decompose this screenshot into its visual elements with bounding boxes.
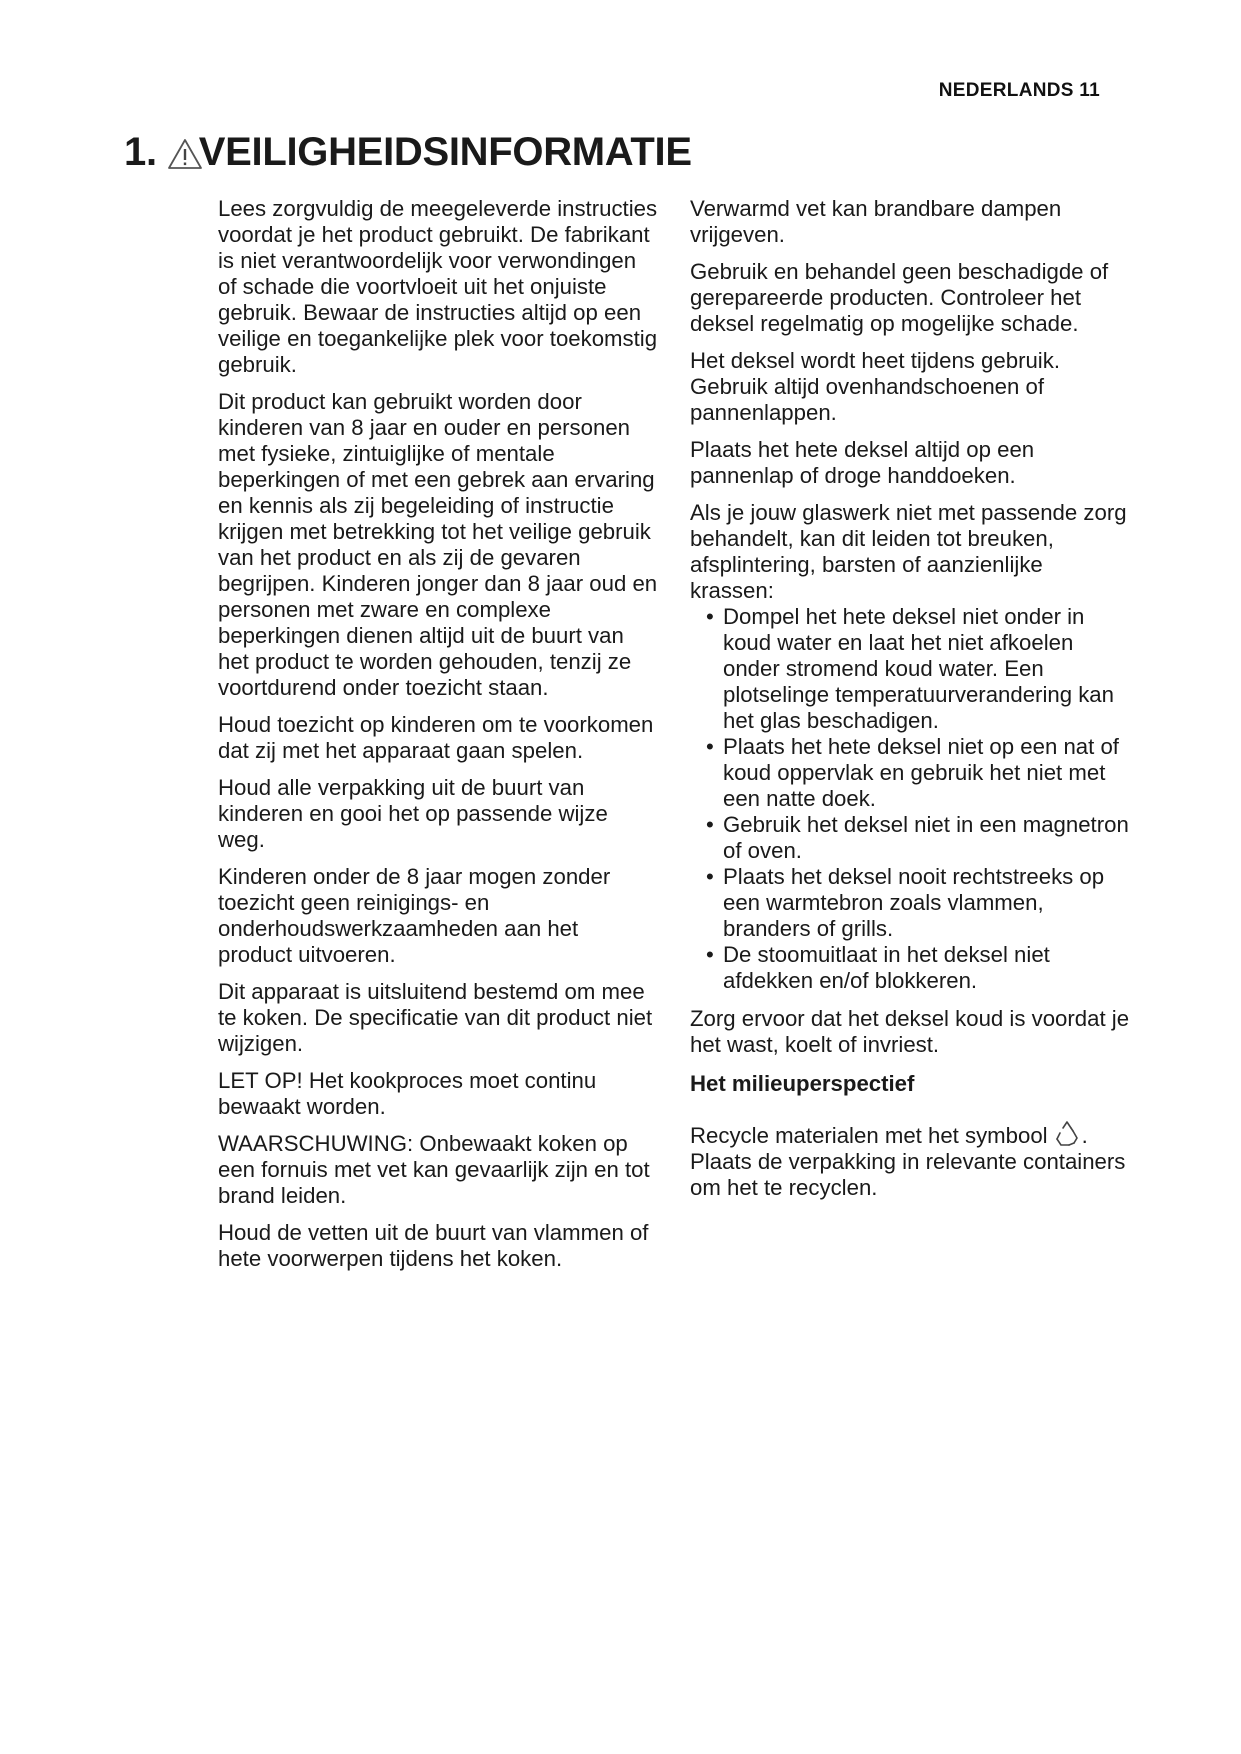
paragraph-recycle	[690, 1119, 1130, 1149]
section-title	[124, 130, 692, 175]
paragraph-heated-fat: Verwarmd vet kan brandbare dampen vrijgeven.	[690, 196, 1062, 247]
paragraph-warning: WAARSCHUWING: Onbewaakt koken op een fornuis met vet kan gevaarlijk zijn en tot brand leiden.	[218, 1131, 650, 1208]
paragraph-cleaning-children: Kinderen onder de 8 jaar mogen zonder toezicht geen reinigings- en onderhoudswerkzaamheden aan het product uitvoeren.	[218, 864, 611, 967]
right-column	[690, 196, 1130, 1212]
paragraph-damaged-products: Gebruik en behandel geen beschadigde of gerepareerde producten. Controleer het deksel regelmatig op mogelijke schade.	[690, 259, 1109, 336]
section-number: 1.	[124, 130, 157, 174]
paragraph-instructions: Lees zorgvuldig de meegeleverde instructies voordat je het product gebruikt. De fabrikant is niet verantwoordelijk voor verwondingen of schade die voortvloeit uit het onjuiste gebruik. Bewaar de instructies altijd op een veilige en toegankelijke plek voor toekomstig gebruik.	[218, 196, 658, 377]
recycle-icon	[1052, 1119, 1082, 1149]
left-column	[218, 196, 658, 1283]
paragraph-packaging-recycle: Plaats de verpakking in relevante containers om het te recyclen.	[690, 1149, 1126, 1200]
glass-care-list	[690, 604, 1130, 994]
paragraph-supervise-children: Houd toezicht op kinderen om te voorkomen dat zij met het apparaat gaan spelen.	[218, 712, 654, 763]
paragraph-packaging-away: Houd alle verpakking uit de buurt van kinderen en gooi het op passende wijze weg.	[218, 775, 608, 852]
page-header: NEDERLANDS 11	[938, 80, 1100, 101]
warning-triangle-icon	[167, 138, 203, 170]
environment-heading: Het milieuperspectief	[690, 1071, 915, 1096]
paragraph-children-usage: Dit product kan gebruikt worden door kinderen van 8 jaar en ouder en personen met fysieke, zintuiglijke of mentale beperkingen of met een gebrek aan ervaring en kennis als zij begeleiding of instructie krijgen met betrekking tot het veilige gebruik van het product en als zij de gevaren begrijpen. Kinderen jonger dan 8 jaar oud en personen met zware en complexe beperkingen dienen altijd uit de buurt van het product te worden gehouden, tenzij ze voortdurend onder toezicht staan.	[218, 389, 658, 700]
list-item: • Plaats het deksel nooit rechtstreeks op een warmtebron zoals vlammen, branders of grills.	[690, 864, 1130, 942]
paragraph-intended-use: Dit apparaat is uitsluitend bestemd om mee te koken. De specificatie van dit product niet wijzigen.	[218, 979, 653, 1056]
paragraph-cool-note: Zorg ervoor dat het deksel koud is voordat je het wast, koelt of invriest.	[690, 1006, 1130, 1057]
section-title-text: VEILIGHEIDSINFORMATIE	[198, 130, 692, 174]
recycle-text-end: .	[1081, 1123, 1088, 1148]
recycle-text: Recycle materialen met het symbool	[690, 1123, 1048, 1148]
paragraph-place-lid: Plaats het hete deksel altijd op een pannenlap of droge handdoeken.	[690, 437, 1035, 488]
list-item: • De stoomuitlaat in het deksel niet afdekken en/of blokkeren.	[690, 942, 1130, 994]
paragraph-glass-intro: Als je jouw glaswerk niet met passende zorg behandelt, kan dit leiden tot breuken, afsplintering, barsten of aanzienlijke krassen:	[690, 500, 1127, 603]
paragraph-attention: LET OP! Het kookproces moet continu bewaakt worden.	[218, 1068, 597, 1119]
paragraph-fats-away: Houd de vetten uit de buurt van vlammen of hete voorwerpen tijdens het koken.	[218, 1220, 649, 1271]
list-item: • Dompel het hete deksel niet onder in koud water en laat het niet afkoelen onder stromend koud water. Een plotselinge temperatuurverandering kan het glas beschadigen.	[690, 604, 1130, 734]
list-item: • Plaats het hete deksel niet op een nat of koud oppervlak en gebruik het niet met een natte doek.	[690, 734, 1130, 812]
paragraph-lid-hot: Het deksel wordt heet tijdens gebruik. Gebruik altijd ovenhandschoenen of pannenlappen.	[690, 348, 1060, 425]
list-item: • Gebruik het deksel niet in een magnetron of oven.	[690, 812, 1130, 864]
